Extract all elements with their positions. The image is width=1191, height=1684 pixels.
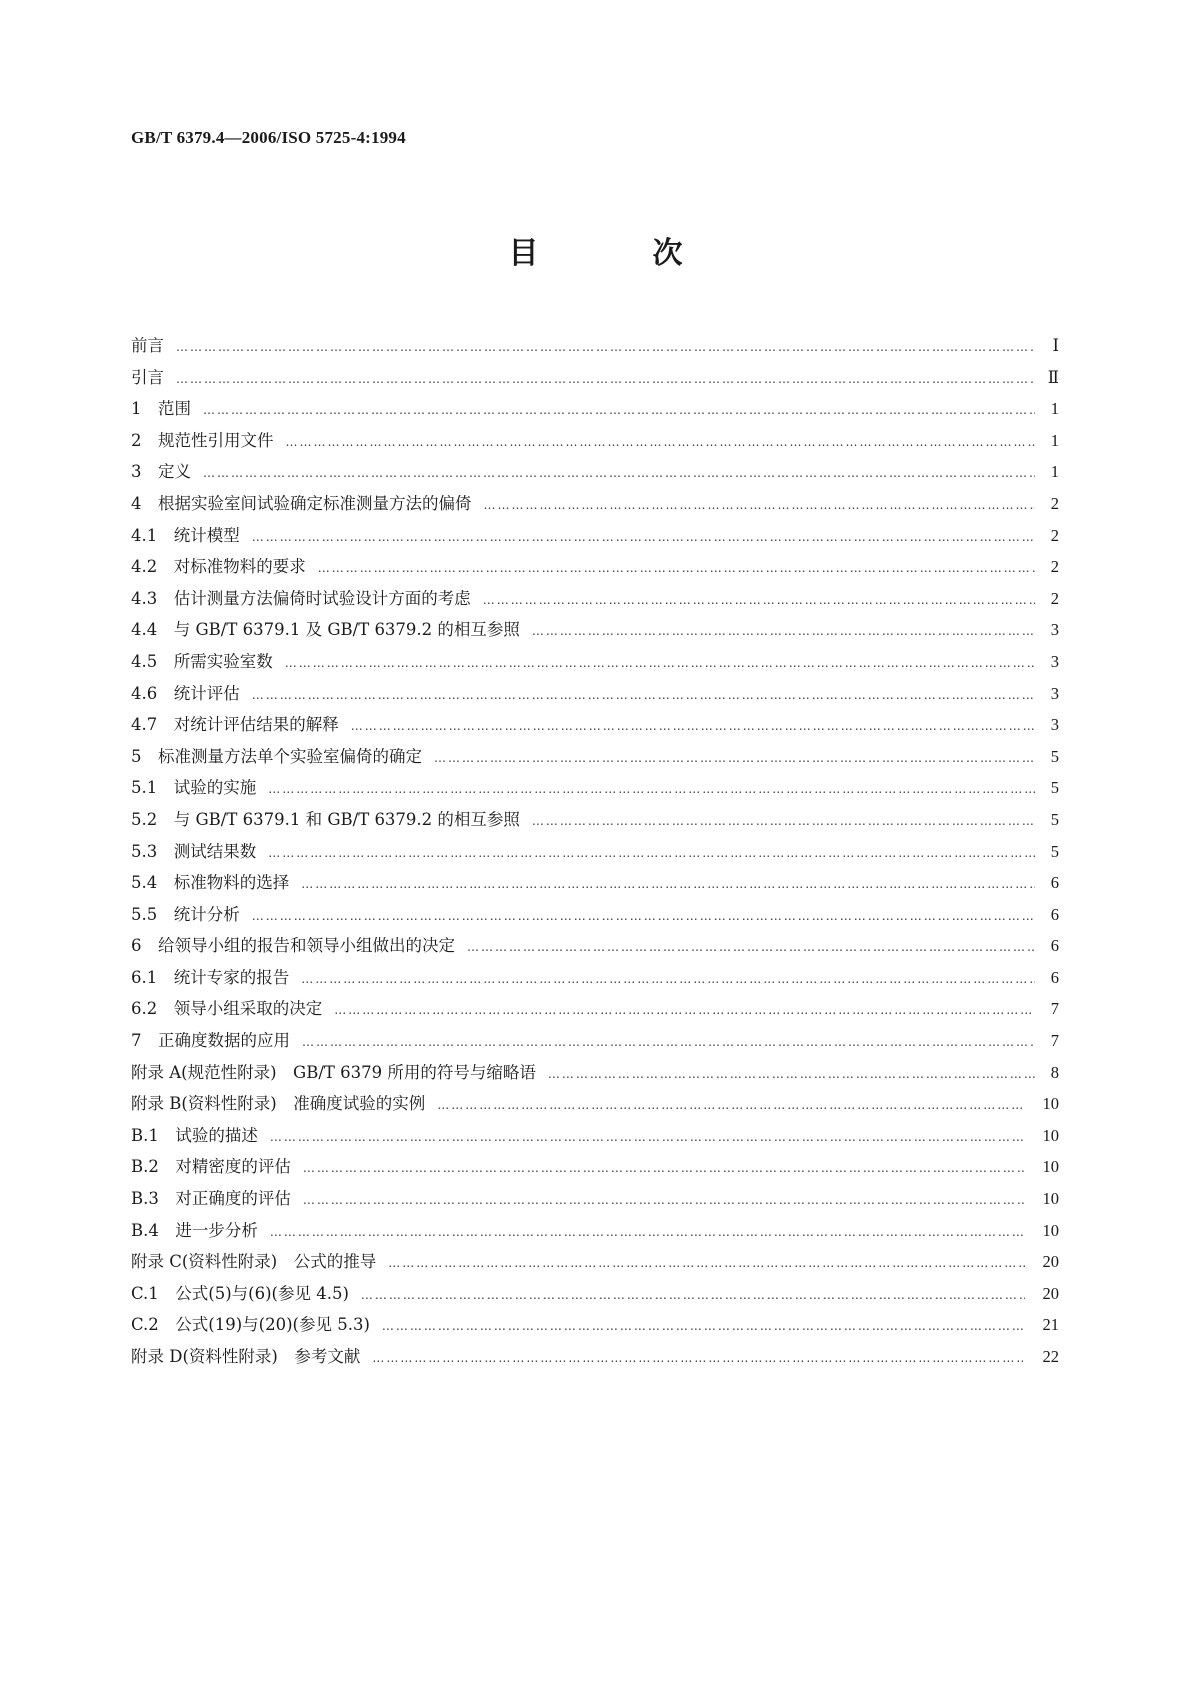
dot-leader (434, 743, 1035, 775)
toc-entry-page: 6 (1050, 904, 1059, 924)
dot-leader (176, 332, 1035, 364)
toc-entry[interactable] (131, 583, 1059, 615)
toc-entry[interactable] (131, 899, 1059, 931)
toc-entry[interactable] (131, 1341, 1059, 1373)
toc-entry-label: 4.5 所需实验室数 (131, 651, 273, 671)
toc-entry-page: 5 (1050, 809, 1059, 829)
dot-leader (437, 1090, 1025, 1122)
toc-entry-label: 3 定义 (131, 462, 191, 482)
toc-entry-page: 20 (1042, 1252, 1059, 1272)
dot-leader (302, 1027, 1035, 1059)
toc-entry-page: 2 (1050, 588, 1059, 608)
toc-entry-label: 5 标准测量方法单个实验室偏倚的确定 (131, 746, 422, 766)
toc-entry-label: B.1 试验的描述 (131, 1125, 258, 1145)
toc-entry[interactable] (131, 1151, 1059, 1183)
toc-title: 目 次 (508, 236, 725, 271)
toc-entry[interactable] (131, 1183, 1059, 1215)
dot-leader (203, 395, 1035, 427)
dot-leader (252, 680, 1035, 712)
dot-leader (268, 774, 1035, 806)
toc-entry[interactable] (131, 678, 1059, 710)
toc-entry[interactable] (131, 488, 1059, 520)
dot-leader (483, 585, 1035, 617)
toc-entry-label: 附录 B(资料性附录) 准确度试验的实例 (131, 1094, 426, 1114)
toc-entry-label: 5.4 标准物料的选择 (131, 873, 290, 893)
toc-entry-label: 4.4 与 GB/T 6379.1 及 GB/T 6379.2 的相互参照 (131, 620, 520, 640)
toc-entry-page: 7 (1050, 999, 1059, 1019)
dot-leader (532, 806, 1035, 838)
toc-entry[interactable] (131, 709, 1059, 741)
dot-leader (303, 1185, 1025, 1217)
dot-leader (484, 490, 1036, 522)
dot-leader (532, 616, 1035, 648)
toc-entry-page: 7 (1050, 1031, 1059, 1051)
toc-entry-label: B.4 进一步分析 (131, 1220, 258, 1240)
dot-leader (285, 648, 1035, 680)
toc-entry-label: 4.6 统计评估 (131, 683, 240, 703)
toc-entry-page: 10 (1042, 1125, 1059, 1145)
toc-entry-page: 5 (1050, 746, 1059, 766)
toc-entry[interactable] (131, 1088, 1059, 1120)
toc-entry[interactable] (131, 867, 1059, 899)
toc-entry-page: 2 (1050, 525, 1059, 545)
toc-entry-label: B.2 对精密度的评估 (131, 1157, 291, 1177)
dot-leader (382, 1311, 1025, 1343)
toc-entry[interactable] (131, 1120, 1059, 1152)
toc-entry-label: 附录 D(资料性附录) 参考文献 (131, 1347, 361, 1366)
toc-entry[interactable] (131, 330, 1059, 362)
toc-entry-page: 5 (1050, 778, 1059, 798)
toc-entry[interactable] (131, 425, 1059, 457)
toc-entry[interactable] (131, 804, 1059, 836)
toc-entry-label: 前言 (131, 336, 164, 355)
toc-entry-page: 20 (1042, 1283, 1059, 1303)
dot-leader (361, 1280, 1025, 1312)
toc-entry-label: 4.3 估计测量方法偏倚时试验设计方面的考虑 (131, 588, 471, 608)
toc-entry-page: 2 (1050, 493, 1059, 513)
toc-entry-page: 1 (1050, 462, 1059, 482)
toc-entry-label: 5.2 与 GB/T 6379.1 和 GB/T 6379.2 的相互参照 (131, 809, 520, 829)
toc-entry-page: 21 (1042, 1315, 1059, 1335)
toc-entry-page: 3 (1050, 715, 1059, 735)
toc-entry-page: Ⅰ (1052, 336, 1059, 355)
toc-entry-page: 8 (1050, 1062, 1059, 1082)
toc-entry-label: 5.3 测试结果数 (131, 841, 257, 861)
dot-leader (334, 995, 1035, 1027)
toc-entry[interactable] (131, 1057, 1059, 1089)
toc-entry-page: 6 (1050, 936, 1059, 956)
toc-entry-page: 10 (1042, 1220, 1059, 1240)
toc-entry[interactable] (131, 1278, 1059, 1310)
toc-entry-label: 4.1 统计模型 (131, 525, 240, 545)
toc-entry-label: 7 正确度数据的应用 (131, 1031, 290, 1051)
dot-leader (467, 932, 1035, 964)
dot-leader (388, 1248, 1025, 1280)
toc-entry-label: C.1 公式(5)与(6)(参见 4.5) (131, 1283, 349, 1303)
toc-entry-label: 4.7 对统计评估结果的解释 (131, 715, 339, 735)
toc-entry-label: 4.2 对标准物料的要求 (131, 557, 306, 577)
toc-entry[interactable] (131, 1025, 1059, 1057)
toc-entry[interactable] (131, 993, 1059, 1025)
dot-leader (548, 1059, 1035, 1091)
toc-entry[interactable] (131, 362, 1059, 394)
toc-entry-page: 1 (1050, 399, 1059, 419)
toc-entry-page: 1 (1050, 430, 1059, 450)
toc-entry[interactable] (131, 551, 1059, 583)
toc-entry[interactable] (131, 520, 1059, 552)
toc-entry[interactable] (131, 614, 1059, 646)
dot-leader (176, 364, 1035, 396)
toc-entry[interactable] (131, 930, 1059, 962)
dot-leader (252, 901, 1035, 933)
dot-leader (351, 711, 1035, 743)
toc-entry[interactable] (131, 1309, 1059, 1341)
standard-id-header: GB/T 6379.4—2006/ISO 5725-4:1994 (131, 128, 406, 147)
dot-leader (203, 458, 1035, 490)
toc-entry-label: 6 给领导小组的报告和领导小组做出的决定 (131, 936, 455, 956)
toc-entry[interactable] (131, 962, 1059, 994)
toc-entry-page: 3 (1050, 683, 1059, 703)
dot-leader (372, 1343, 1025, 1375)
toc-entry-page: 22 (1042, 1347, 1059, 1366)
toc-entry-page: 10 (1042, 1157, 1059, 1177)
toc-entry[interactable] (131, 772, 1059, 804)
toc-entry[interactable] (131, 836, 1059, 868)
toc-entry[interactable] (131, 393, 1059, 425)
toc-entry-page: 10 (1042, 1189, 1059, 1209)
toc-entry-label: C.2 公式(19)与(20)(参见 5.3) (131, 1315, 370, 1335)
toc-entry-page: 2 (1050, 557, 1059, 577)
toc-entry-page: 6 (1050, 967, 1059, 987)
dot-leader (318, 553, 1035, 585)
toc-entry-page: 5 (1050, 841, 1059, 861)
toc-entry-label: 引言 (131, 367, 164, 387)
toc-entry-label: B.3 对正确度的评估 (131, 1189, 291, 1209)
toc-entry-page: 6 (1050, 873, 1059, 893)
dot-leader (270, 1122, 1025, 1154)
toc-entry[interactable] (131, 456, 1059, 488)
toc-entry-page: 10 (1042, 1094, 1059, 1114)
dot-leader (303, 1153, 1025, 1185)
dot-leader (301, 964, 1035, 996)
toc-entry-label: 6.1 统计专家的报告 (131, 967, 290, 987)
dot-leader (252, 522, 1035, 554)
toc-entry-page: 3 (1050, 620, 1059, 640)
toc-entry-label: 1 范围 (131, 399, 191, 419)
toc-entry-label: 5.5 统计分析 (131, 904, 240, 924)
dot-leader (268, 838, 1035, 870)
toc-entry[interactable] (131, 1246, 1059, 1278)
table-of-contents (131, 330, 1059, 1373)
dot-leader (286, 427, 1036, 459)
toc-entry-label: 6.2 领导小组采取的决定 (131, 999, 323, 1019)
toc-entry-label: 5.1 试验的实施 (131, 778, 257, 798)
dot-leader (270, 1217, 1025, 1249)
toc-entry[interactable] (131, 1215, 1059, 1247)
toc-entry-label: 2 规范性引用文件 (131, 430, 274, 450)
toc-entry-page: 3 (1050, 651, 1059, 671)
toc-entry-label: 附录 A(规范性附录) GB/T 6379 所用的符号与缩略语 (131, 1062, 536, 1082)
toc-entry[interactable] (131, 646, 1059, 678)
dot-leader (301, 869, 1035, 901)
toc-entry[interactable] (131, 741, 1059, 773)
toc-entry-label: 附录 C(资料性附录) 公式的推导 (131, 1252, 377, 1272)
toc-entry-label: 4 根据实验室间试验确定标准测量方法的偏倚 (131, 493, 472, 513)
toc-entry-page: Ⅱ (1047, 367, 1059, 387)
